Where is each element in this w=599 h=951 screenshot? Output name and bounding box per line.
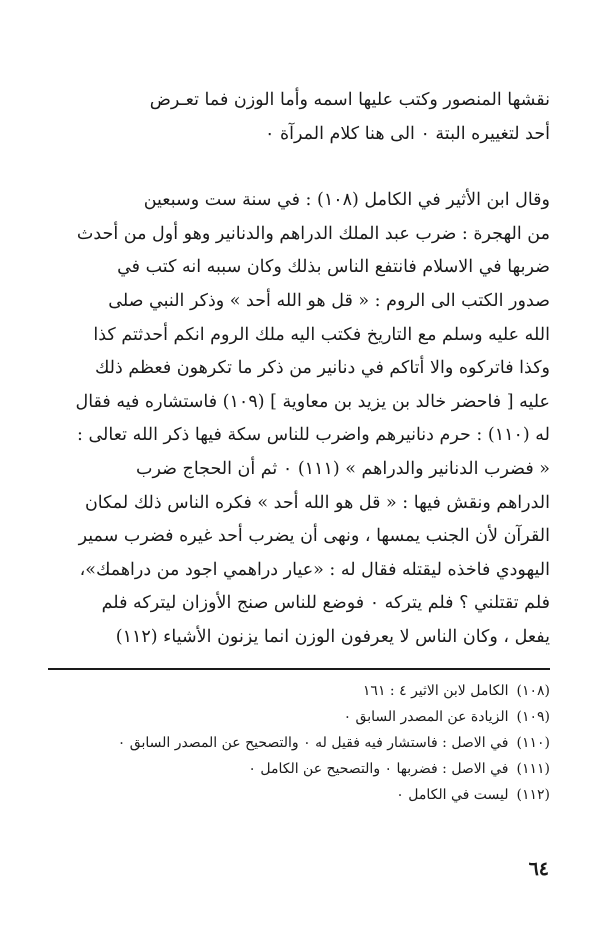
footnotes xyxy=(48,678,550,808)
paragraph-gap xyxy=(48,151,550,184)
footnote-number: (١٠٨) xyxy=(516,683,550,699)
text-line: من الهجرة : ضرب عبد الملك الدراهم والدنانير وهو أول من أحدث xyxy=(76,223,550,244)
footnote-text: الزيادة عن المصدر السابق ٠ xyxy=(343,709,509,725)
text-line: اليهودي فاخذه ليقتله فقال له : «عيار دراهمي اجود من دراهمك»، xyxy=(79,559,550,580)
text-line: وقال ابن الأثير في الكامل (١٠٨) : في سنة ست وسبعين xyxy=(143,190,550,211)
text-line: يفعل ، وكان الناس لا يعرفون الوزن انما يزنون الأشياء (١١٢) xyxy=(115,626,550,647)
footnote xyxy=(48,704,550,730)
text-line: ضربها في الاسلام فانتفع الناس بذلك وكان سببه انه كتب في xyxy=(117,257,550,278)
footnote-text: الكامل لابن الاثير ٤ : ١٦١ xyxy=(362,683,509,699)
footnote-text: في الاصل : فضربها ٠ والتصحيح عن الكامل ٠ xyxy=(248,761,509,777)
text-line: صدور الكتب الى الروم : « قل هو الله أحد » وذكر النبي صلى xyxy=(108,290,550,311)
footnote-number: (١١٢) xyxy=(516,787,550,803)
footnote xyxy=(48,756,550,782)
text-line: الدراهم ونقش فيها : « قل هو الله أحد » فكره الناس ذلك لمكان xyxy=(84,492,550,513)
footnote-text: ليست في الكامل ٠ xyxy=(396,787,509,803)
footnote xyxy=(48,730,550,756)
footnote xyxy=(48,678,550,704)
footnote-number: (١٠٩) xyxy=(516,709,550,725)
text-line: أحد لتغييره البتة ٠ الى هنا كلام المرآة ٠ xyxy=(265,123,550,144)
footnote-divider xyxy=(48,668,550,670)
text-line: الله عليه وسلم مع التاريخ فكتب اليه ملك الروم انكم أحدثتم كذا xyxy=(93,324,550,345)
text-line: وكذا فاتركوه والا أتاكم في دنانير من ذكر ما تكرهون فعظم ذلك xyxy=(94,358,550,379)
footnote-text: في الاصل : فاستشار فيه فقيل له ٠ والتصحيح عن المصدر السابق ٠ xyxy=(117,735,509,751)
paragraph-2 xyxy=(48,184,550,654)
text-line: عليه [ فاحضر خالد بن يزيد بن معاوية ] (١٠٩) فاستشاره فيه فقال xyxy=(75,391,550,412)
footnote-number: (١١٠) xyxy=(516,735,550,751)
footnote xyxy=(48,782,550,808)
text-line: فلم تقتلني ؟ فلم يتركه ٠ فوضع للناس صنج الأوزان ليتركه فلم xyxy=(101,593,550,614)
main-text xyxy=(48,84,550,655)
text-line: نقشها المنصور وكتب عليها اسمه وأما الوزن فما تعـرض xyxy=(149,90,550,110)
text-line: له (١١٠) : حرم دنانيرهم واضرب للناس سكة فيها ذكر الله تعالى : xyxy=(77,425,550,446)
paragraph-1 xyxy=(48,84,550,151)
page-number: ٦٤ xyxy=(528,858,549,880)
text-line: القرآن لأن الجنب يمسها ، ونهى أن يضرب أحد غيره فضرب سمير xyxy=(78,526,550,547)
text-line: « فضرب الدنانير والدراهم » (١١١) ٠ ثم أن الحجاج ضرب xyxy=(135,458,550,479)
footnote-number: (١١١) xyxy=(516,761,550,777)
